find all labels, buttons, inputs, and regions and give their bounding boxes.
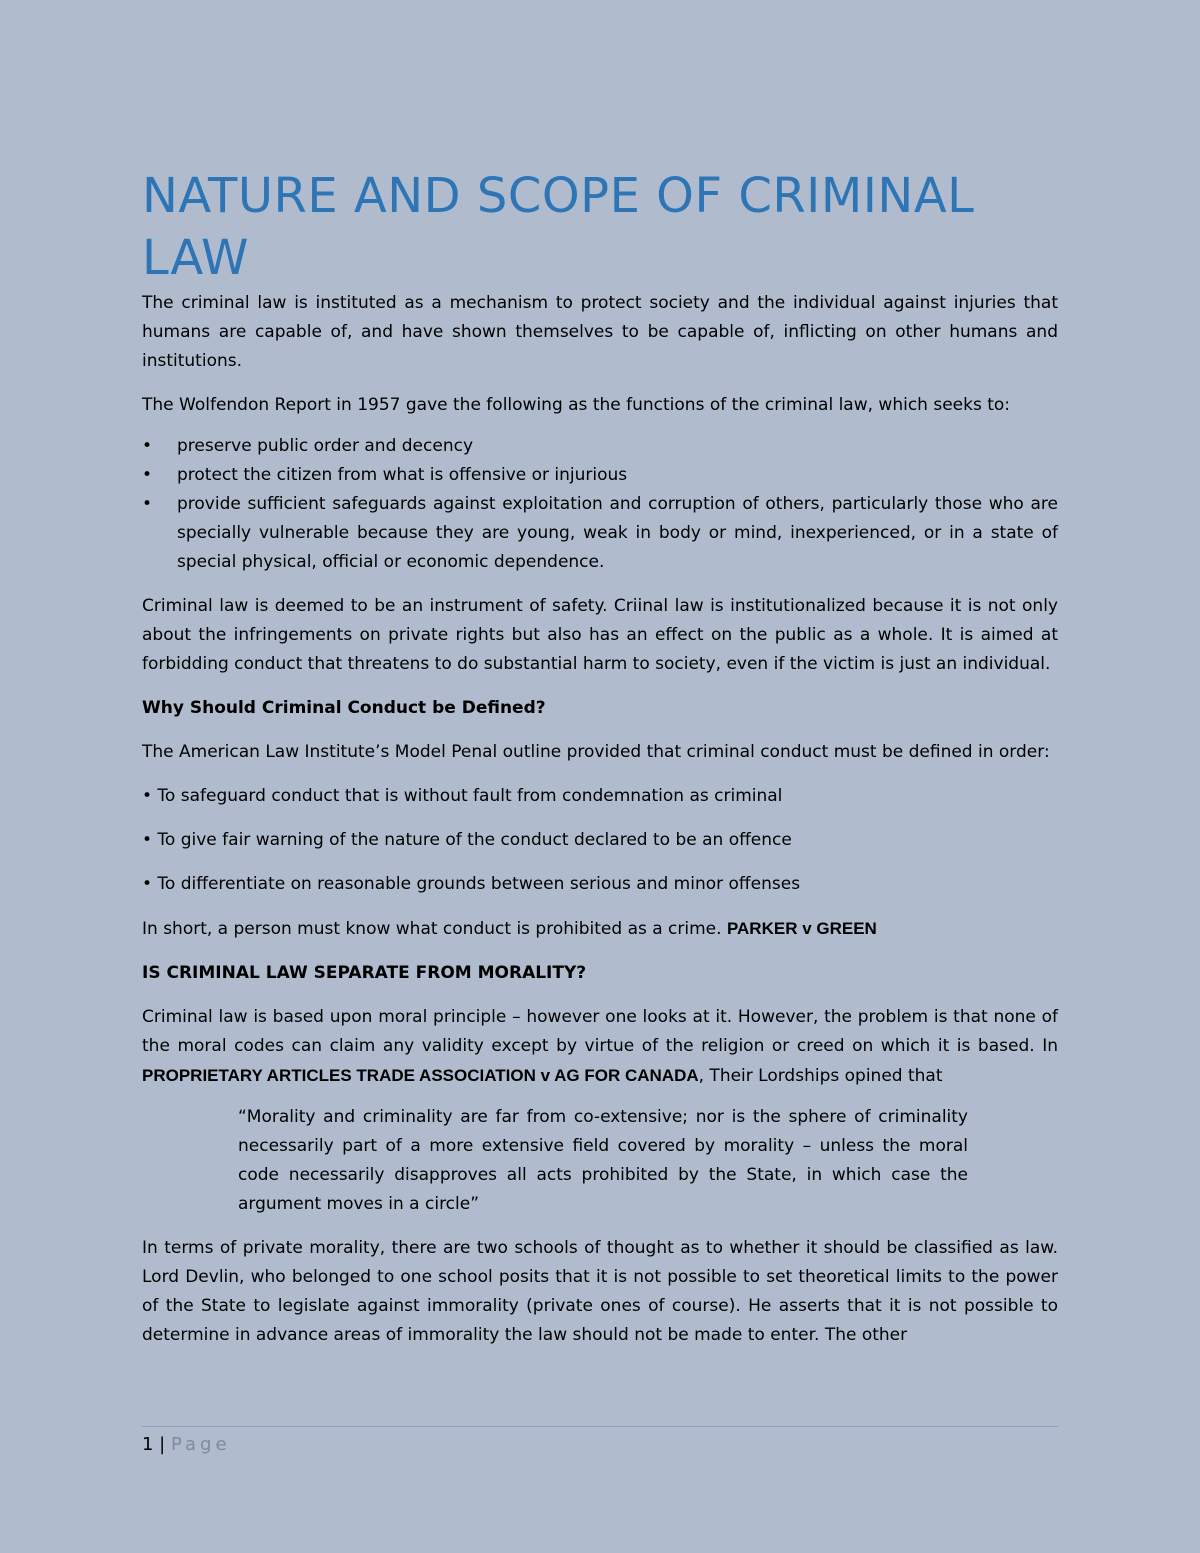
footer-separator: | (153, 1434, 171, 1455)
paragraph-private-morality: In terms of private morality, there are two schools of thought as to whether it should be classified as law. Lord Devlin, who belonged to one school posits that it is not possible to set theoretical limits to the power of the State to legislate against immorality (private ones of course). He asserts that it is not possible to determine in advance areas of immorality the law should not be made to enter. The other (142, 1238, 1058, 1345)
list-item: • protect the citizen from what is offensive or injurious (142, 461, 1058, 490)
title-line-2: LAW (142, 230, 250, 286)
list-item: • provide sufficient safeguards against exploitation and corruption of others, particularly those who are specially vulnerable because they are young, weak in body or mind, inexperienced, or in a state of special physical, official or economic dependence. (142, 490, 1058, 577)
page-label: Page (170, 1434, 231, 1455)
case-citation-parker: PARKER v GREEN (726, 919, 877, 938)
footer-divider (142, 1426, 1058, 1427)
case-citation-proprietary: PROPRIETARY ARTICLES TRADE ASSOCIATION v AG FOR CANADA (142, 1066, 699, 1085)
order-bullet-2: • To give fair warning of the nature of the conduct declared to be an offence (142, 830, 792, 850)
section-heading-morality: IS CRIMINAL LAW SEPARATE FROM MORALITY? (142, 963, 587, 983)
paragraph-model-penal: The American Law Institute’s Model Penal outline provided that criminal conduct must be defined in order: (142, 742, 1050, 762)
section-heading-why-defined: Why Should Criminal Conduct be Defined? (142, 698, 546, 718)
paragraph-moral-principle (142, 1003, 1058, 1091)
block-quote: “Morality and criminality are far from co-extensive; nor is the sphere of criminality necessarily part of a more extensive field covered by morality – unless the moral code necessarily disapproves all acts prohibited by the State, in which case the argument moves in a circle” (238, 1107, 968, 1214)
paragraph-in-short (142, 914, 1058, 944)
paragraph-instrument-of-safety: Criminal law is deemed to be an instrument of safety. Criinal law is institutionalized because it is not only about the infringements on private rights but also has an effect on the public as a whole. It is aimed at forbidding conduct that threatens to do substantial harm to society, even if the victim is just an individual. (142, 596, 1058, 674)
in-short-text: In short, a person must know what conduct is prohibited as a crime. (142, 919, 727, 939)
page-number: 1 (142, 1434, 154, 1455)
wolfendon-list (142, 432, 1058, 577)
list-item: • preserve public order and decency (142, 432, 1058, 461)
document-title (142, 165, 1058, 289)
moral-principle-text: Criminal law is based upon moral principle – however one looks at it. However, the problem is that none of the moral codes can claim any validity except by virtue of the religion or creed on which it is based. In (142, 1007, 1058, 1056)
order-bullet-3: • To differentiate on reasonable grounds between serious and minor offenses (142, 874, 801, 894)
document-body (142, 165, 1058, 1350)
moral-principle-tail: , Their Lordships opined that (698, 1066, 943, 1086)
title-line-1: NATURE AND SCOPE OF CRIMINAL (142, 168, 975, 224)
page-footer (142, 1432, 231, 1458)
order-bullet-1: • To safeguard conduct that is without fault from condemnation as criminal (142, 786, 783, 806)
paragraph-intro: The criminal law is instituted as a mechanism to protect society and the individual against injuries that humans are capable of, and have shown themselves to be capable of, inflicting on other humans and institutions. (142, 293, 1058, 371)
paragraph-wolfendon: The Wolfendon Report in 1957 gave the following as the functions of the criminal law, which seeks to: (142, 395, 1011, 415)
